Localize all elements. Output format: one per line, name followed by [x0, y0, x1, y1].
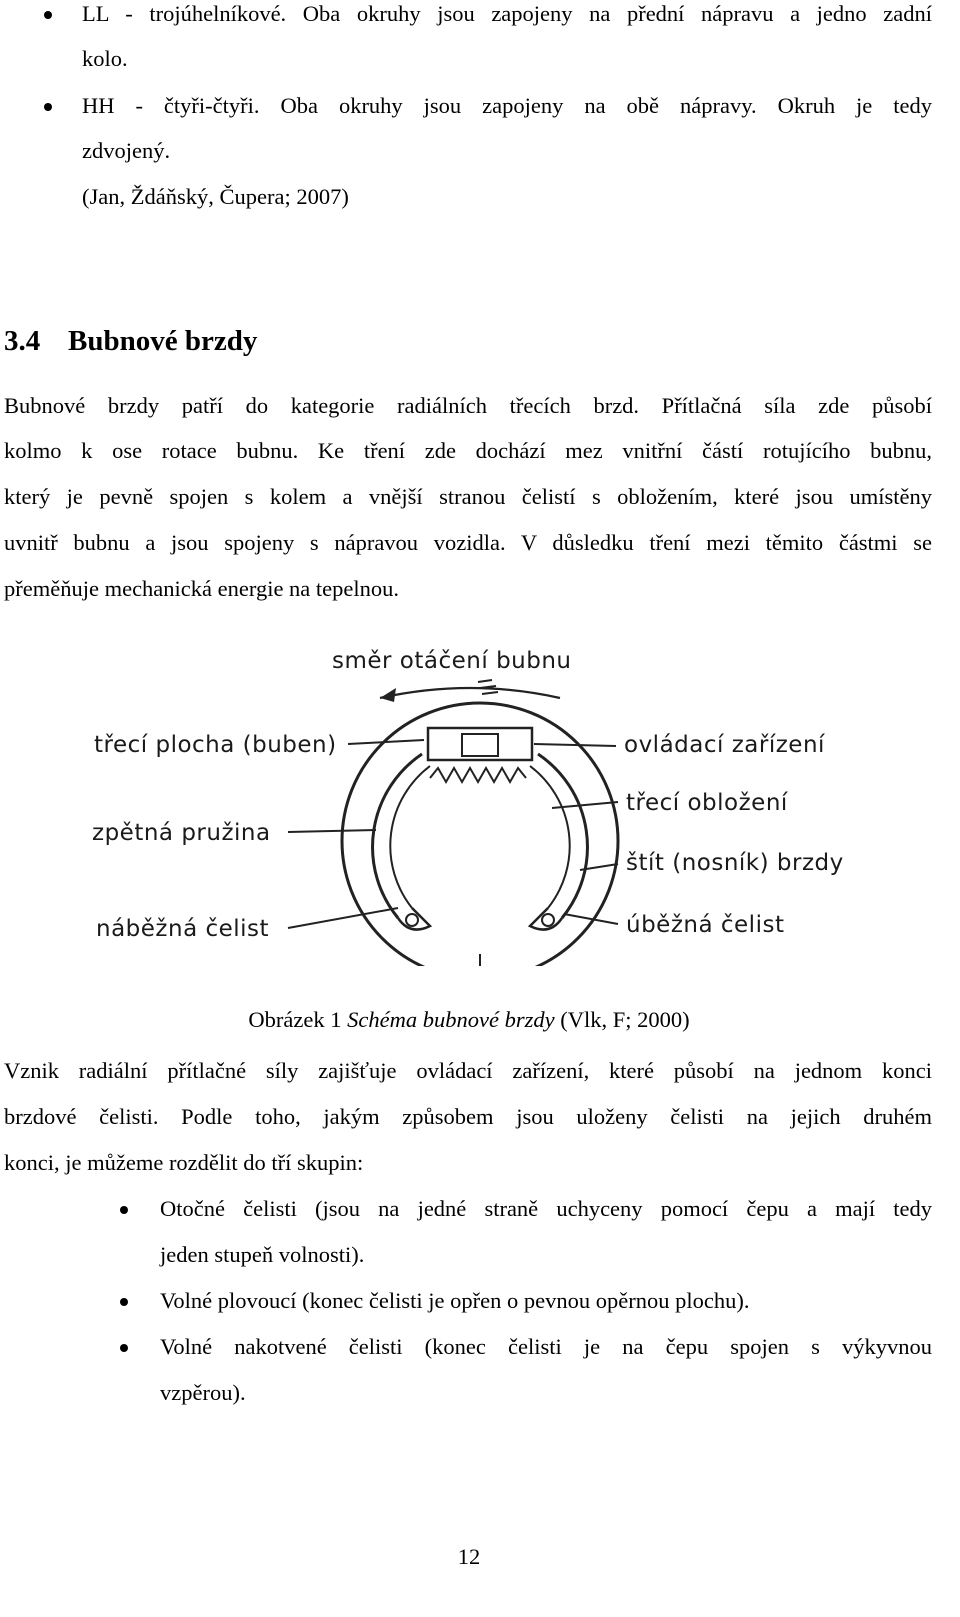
label-leading-shoe: náběžná čelist [96, 916, 270, 942]
bullet [120, 1344, 128, 1352]
section-title: Bubnové brzdy [68, 325, 258, 357]
label-actuator: ovládací zařízení [624, 732, 825, 758]
label-backplate: štít (nosník) brzdy [626, 850, 844, 876]
leading-shoe-inner [390, 766, 430, 908]
label-lining: třecí obložení [626, 790, 788, 816]
bullet [44, 11, 52, 19]
caption-prefix: Obrázek 1 [248, 1007, 348, 1032]
list-item-text: Volné plovoucí (konec čelisti je opřen o pevnou opěrnou plochu). [160, 1288, 750, 1313]
motion-lines [478, 680, 498, 694]
caption-title: Schéma bubnové brzdy [347, 1007, 555, 1032]
label-return-spring: zpětná pružina [92, 820, 271, 846]
caption-source: (Vlk, F; 2000) [554, 1007, 690, 1032]
bullet [120, 1206, 128, 1214]
leader-return-spring [288, 830, 376, 832]
list-item-text: kolo. [82, 46, 128, 71]
paragraph-line: který je pevně spojen s kolem a vnější stranou čelistí s obložením, které jsou umístěny [4, 484, 932, 509]
paragraph-line: brzdové čelisti. Podle toho, jakým způsobem jsou uloženy čelisti na jejich druhém [4, 1104, 932, 1129]
rotation-arrow [380, 688, 560, 698]
section-heading [4, 327, 257, 356]
leading-shoe-outer [373, 754, 422, 918]
label-rotation: směr otáčení bubnu [332, 648, 572, 674]
drum-brake-diagram [80, 636, 880, 966]
page-number: 12 [457, 1544, 481, 1569]
drum-brake-figure [80, 636, 880, 966]
list-item-text: Volné nakotvené čelisti (konec čelisti je na čepu spojen s výkyvnou [160, 1334, 932, 1359]
return-spring [430, 768, 526, 782]
paragraph-line: uvnitř bubnu a jsou spojeny s nápravou vozidla. V důsledku tření mezi těmito částmi se [4, 530, 932, 555]
list-item-text: jeden stupeň volnosti). [160, 1242, 365, 1267]
trailing-shoe-pin [542, 914, 554, 926]
rotation-arrowhead [380, 688, 396, 702]
list-item-text: Otočné čelisti (jsou na jedné straně uchyceny pomocí čepu a mají tedy [160, 1196, 932, 1221]
paragraph-line: konci, je můžeme rozdělit do tří skupin: [4, 1150, 364, 1175]
trailing-shoe-inner [530, 766, 570, 908]
list-item-text: zdvojený. [82, 138, 171, 163]
list-item-text: HH - čtyři-čtyři. Oba okruhy jsou zapojeny na obě nápravy. Okruh je tedy [82, 93, 932, 118]
paragraph-line: Vznik radiální přítlačné síly zajišťuje ovládací zařízení, které působí na jednom konci [4, 1058, 932, 1083]
citation: (Jan, Ždáňský, Čupera; 2007) [82, 184, 349, 209]
leading-shoe-pin [406, 914, 418, 926]
paragraph-line: Bubnové brzdy patří do kategorie radiálních třecích brzd. Přítlačná síla zde působí [4, 393, 932, 418]
paragraph-line: přeměňuje mechanická energie na tepelnou. [4, 576, 400, 601]
label-friction-surface: třecí plocha (buben) [94, 732, 337, 758]
label-trailing-shoe: úběžná čelist [626, 912, 785, 938]
leader-actuator [534, 744, 616, 746]
figure-caption [0, 1009, 938, 1032]
trailing-shoe-outer [538, 754, 587, 918]
bullet [44, 103, 52, 111]
leader-leading-shoe [288, 908, 398, 928]
paragraph-line: kolmo k ose rotace bubnu. Ke tření zde dochází mez vnitřní částí rotujícího bubnu, [4, 438, 932, 463]
bullet [120, 1298, 128, 1306]
list-item-text: vzpěrou). [160, 1380, 246, 1405]
list-item-text: LL - trojúhelníkové. Oba okruhy jsou zapojeny na přední nápravu a jedno zadní [82, 1, 932, 26]
section-number: 3.4 [4, 325, 41, 357]
